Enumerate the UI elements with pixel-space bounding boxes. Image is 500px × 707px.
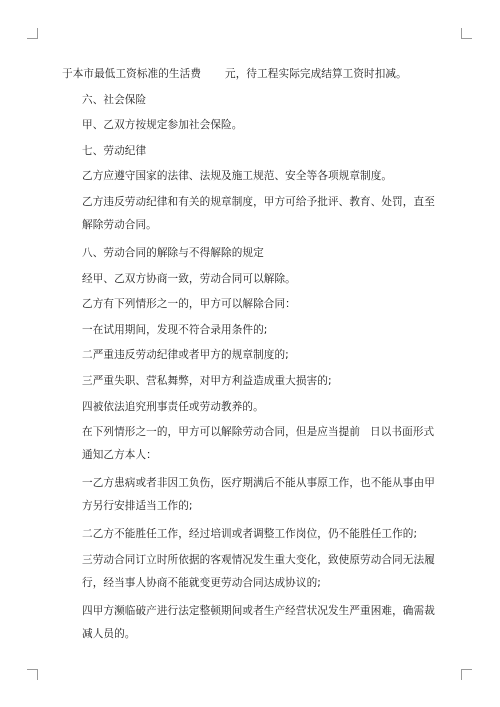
section-heading-termination: 八、劳动合同的解除与不得解除的规定 [82, 246, 264, 259]
paragraph: 经甲、乙双方协商一致，劳动合同可以解除。 [82, 272, 296, 285]
list-item: 一乙方患病或者非因工负伤，医疗期满后不能从事原工作，也不能从事由甲方另行安排适当工作的; [82, 477, 435, 513]
paragraph: 乙方应遵守国家的法律、法规及施工规范、安全等各项规章制度。 [82, 170, 393, 183]
list-item: 三劳动合同订立时所依据的客观情况发生重大变化，致使原劳动合同无法履行，经当事人协商不能就变更劳动合同达成协议的; [82, 553, 435, 589]
crop-mark-top-right [461, 28, 472, 39]
paragraph-text: 元，待工程实际完成结算工资时扣减。 [225, 68, 407, 80]
list-item: 四被依法追究刑事责任或劳动教养的。 [82, 400, 264, 413]
paragraph: 乙方有下列情形之一的，甲方可以解除合同： [82, 298, 296, 311]
paragraph: 乙方违反劳动纪律和有关的规章制度，甲方可给予批评、教育、处罚，直至解除劳动合同。 [82, 195, 435, 231]
list-item: 四甲方濒临破产进行法定整顿期间或者生产经营状况发生严重困难，确需裁减人员的。 [82, 604, 435, 640]
crop-mark-bottom-left [27, 669, 38, 680]
crop-mark-top-left [27, 28, 38, 39]
section-heading-labor-discipline: 七、劳动纪律 [82, 144, 147, 157]
paragraph-text: 在下列情形之一的，甲方可以解除劳动合同，但是应当提前 [82, 426, 361, 439]
paragraph: 甲、乙双方按规定参加社会保险。 [82, 119, 243, 132]
list-item: 一在试用期间，发现不符合录用条件的; [82, 323, 268, 336]
list-item: 二严重违反劳动纪律或者甲方的规章制度的; [82, 349, 289, 362]
document-body [62, 67, 442, 655]
list-item: 二乙方不能胜任工作，经过培训或者调整工作岗位，仍不能胜任工作的; [82, 528, 418, 541]
paragraph-living-allowance [62, 67, 442, 93]
crop-mark-bottom-right [461, 669, 472, 680]
list-item: 三严重失职、营私舞弊，对甲方利益造成重大损害的; [82, 374, 332, 387]
section-heading-social-insurance: 六、社会保险 [82, 93, 147, 106]
paragraph-notice [62, 421, 442, 467]
paragraph-text: 日以书面形式通知乙方本人： [82, 426, 435, 462]
paragraph-text: 于本市最低工资标准的生活费 [62, 68, 202, 80]
